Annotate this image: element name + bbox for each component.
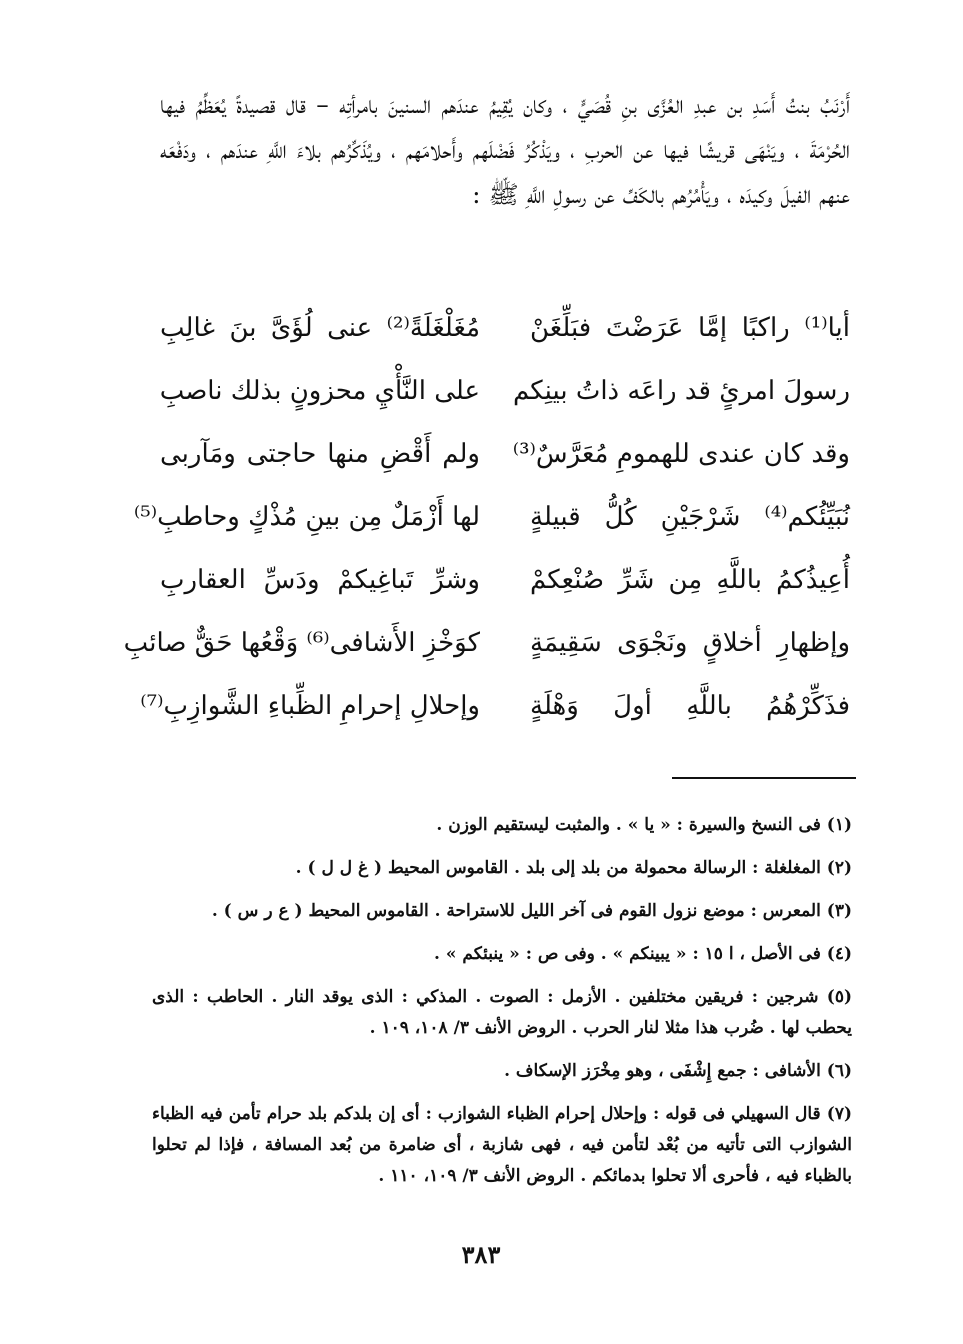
footnote-1: (١) فى النسخ والسيرة : « يا » . والمثبت ليستقيم الوزن .	[436, 815, 852, 835]
verse-first-hemistich: وقد كان عندى للهمومِ مُعَرَّسٌ⁽³⁾	[512, 438, 850, 469]
footnote-7: (٧) قال السهيلي فى قوله : وإحلال إحرام الظباء الشوازب : أى إن بلدكم بلد حرام تأمن فيه الظباء الشوازب التى تأتيه من بُعْد لتأمن فيه ، فهى شازبة ، أى ضامرة من بُعد المسافة ، فإذا لم تحلوا بالظباء فيه ، فأحرى ألا تحلوا بدمائكم . الروض الأنف ٣/ ١٠٩، ١١٠ .	[152, 1104, 852, 1186]
verse	[160, 422, 850, 485]
verse-second-hemistich: وإحلالِ إحرامِ الظِّباءِ الشَّوازِبِ⁽⁷⁾	[140, 690, 480, 721]
verse-first-hemistich: أيا⁽¹⁾ راكبًا إمَّا عَرَضْتَ فبَلِّغَنْ	[530, 312, 850, 343]
verse	[123, 611, 850, 674]
intro-paragraph	[160, 82, 850, 217]
footnote-4: (٤) فى الأصل ، ا ١٥ : « يبينكم » . وفى ص : « ينبئكم » .	[434, 944, 852, 964]
verse	[133, 485, 850, 548]
verse-second-hemistich: على النَّأْيِ محزونٍ بذلك ناصبِ	[159, 375, 480, 406]
verse-first-hemistich: نُبَيِّئُكم⁽⁴⁾ شَرْجَيْنِ كُلُّ قبيلةٍ	[530, 501, 850, 532]
verse-second-hemistich: ولم أَقْضِ منها حاجتى ومَآربى	[160, 438, 480, 469]
footnote-divider	[672, 777, 856, 779]
poem	[123, 296, 850, 737]
verse	[140, 674, 850, 737]
footnotes	[152, 810, 852, 1204]
verse-second-hemistich: كوَخْزِ الأَشافى⁽⁶⁾ وَقْعُها حَقٌّ صائبِ	[123, 627, 480, 658]
verse-second-hemistich: مُغَلْغَلَةً⁽²⁾ عنى لُؤَىَّ بنَ غالِبِ	[160, 312, 480, 343]
intro-text: أَرْنَبُ بنتُ أَسَدِ بن عبدِ العُزَّى بنِ قُصَيٍّ ، وكان يُقِيمُ عندَهم السنينَ بامرأتِه – قال قصيدةً يُعَظِّمُ فيها الحُرْمَةَ ، ويَنْهَى قريشًا فيها عن الحربِ ، ويَذْكُرُ فَضْلَهم وأَحلامَهم ، ويُذَكِّرُهم بلاءَ اللَّهِ عندَهم ، ودَفْعَه عنهم الفيلَ وكيدَه ، ويَأْمُرُهم بالكَفِّ عن رسولِ اللَّهِ ﷺ :	[160, 90, 850, 209]
verse-first-hemistich: وإظهارِ أخلاقٍ ونَجْوَى سَقِيمَةٍ	[530, 627, 850, 658]
verse-first-hemistich: أُعِيذُكمُ باللَّهِ مِن شَرِّ صُنْعِكمْ	[530, 564, 850, 595]
verse-second-hemistich: لها أَزْمَلٌ مِن بينِ مُذْكٍ وحاطبِ⁽⁵⁾	[133, 501, 480, 532]
verse-first-hemistich: رسولَ امرئٍ قد راعَه ذاتُ بينِكم	[512, 375, 850, 406]
verse	[160, 359, 850, 422]
footnote-2: (٢) المغلغلة : الرسالة محمولة من بلد إلى بلد . القاموس المحيط ( غ ل ل ) .	[295, 858, 852, 878]
footnote-6: (٦) الأشافى : جمع إِشْفَى ، وهو مِخْرَز الإسكاف .	[504, 1061, 852, 1081]
footnote-3: (٣) المعرس : موضع نزول القوم فى آخر الليل للاستراحة . القاموس المحيط ( ع ر س ) .	[211, 901, 852, 921]
footnote-5: (٥) شرجين : فريقين مختلفين . الأزمل : الصوت . المذكي : الذى يوقد النار . الحاطب : الذى يحطب لها . ضُرب هذا مثلا لنار الحرب . الروض الأنف ٣/ ١٠٨، ١٠٩ .	[152, 987, 852, 1038]
verse	[160, 548, 850, 611]
verse	[160, 296, 850, 359]
verse-second-hemistich: وشرِّ تَباغِيكمْ ودَسِّ العقاربِ	[160, 564, 480, 595]
page-number: ٣٨٣	[461, 1240, 501, 1269]
verse-first-hemistich: فذَكِّرْهُمُ باللَّهِ أولَ وَهْلَةٍ	[530, 690, 850, 721]
